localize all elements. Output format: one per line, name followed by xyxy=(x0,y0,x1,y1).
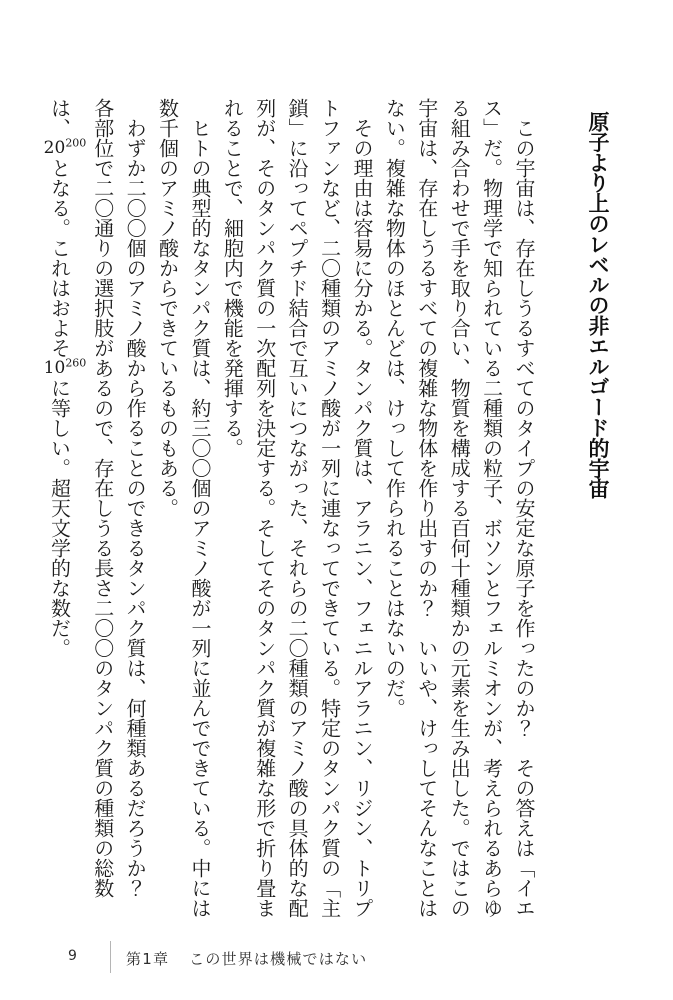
text-line: れることで、細胞内で機能を発揮する。 xyxy=(220,98,245,458)
chapter-title: この世界は機械ではない xyxy=(189,950,368,968)
text-line: 宇宙は、存在しうるすべての複雑な物体を作り出すのか？ いいや、けっしてそんなことは xyxy=(414,98,439,918)
text-line: わずか二〇〇個のアミノ酸から作ることのできるタンパク質は、何種類あるだろうか？ xyxy=(123,118,148,898)
chapter-label: 第1章 xyxy=(126,950,170,968)
text-line: は、$20^{200}$となる。これはおよそ$10^{260}$に等しい。超天文学的な数だ。 xyxy=(43,98,87,658)
text-line: 各部位で二〇通りの選択肢があるので、存在しうる長さ二〇〇のタンパク質の種類の総数 xyxy=(90,98,115,898)
running-title xyxy=(126,948,367,969)
power-number: $10^{260}$ xyxy=(43,356,87,378)
text-line: る組み合わせで手を取り合い、物質を構成する百何十種類かの元素を生み出した。ではこの xyxy=(447,98,472,918)
text-line: この宇宙は、存在しうるすべてのタイプの安定な原子を作ったのか？ その答えは「イエ xyxy=(512,118,536,918)
page-footer xyxy=(0,941,673,977)
text-line: 列が、そのタンパク質の一次配列を決定する。そしてそのタンパク質が複雑な形で折り畳ま xyxy=(252,98,277,918)
text-line: 数千個のアミノ酸からできているものもある。 xyxy=(155,98,180,518)
text-line: その理由は容易に分かる。タンパク質は、アラニン、フェニルアラニン、リジン、トリプ xyxy=(349,118,374,918)
text-line: 鎖」に沿ってペプチド結合で互いにつながった、それらの二〇種類のアミノ酸の具体的な配 xyxy=(285,98,310,918)
text-line: ヒトの典型的なタンパク質は、約三〇〇個のアミノ酸が一列に並んでできている。中には xyxy=(187,118,212,918)
text-line: ない。複雑な物体のほとんどは、けっして作られることはないのだ。 xyxy=(382,98,407,718)
footer-divider xyxy=(110,941,111,973)
text-line: トファンなど、二〇種類のアミノ酸が一列に連なってできている。特定のタンパク質の「主 xyxy=(317,98,342,918)
power-number: $20^{200}$ xyxy=(43,136,87,158)
text-line: ス」だ。物理学で知られている二種類の粒子、ボソンとフェルミオンが、考えられるあらゆ xyxy=(479,98,504,918)
section-heading: 原子より上のレベルの非エルゴード的宇宙 xyxy=(586,111,610,499)
page-number: 9 xyxy=(68,948,78,964)
body-text xyxy=(43,98,540,924)
